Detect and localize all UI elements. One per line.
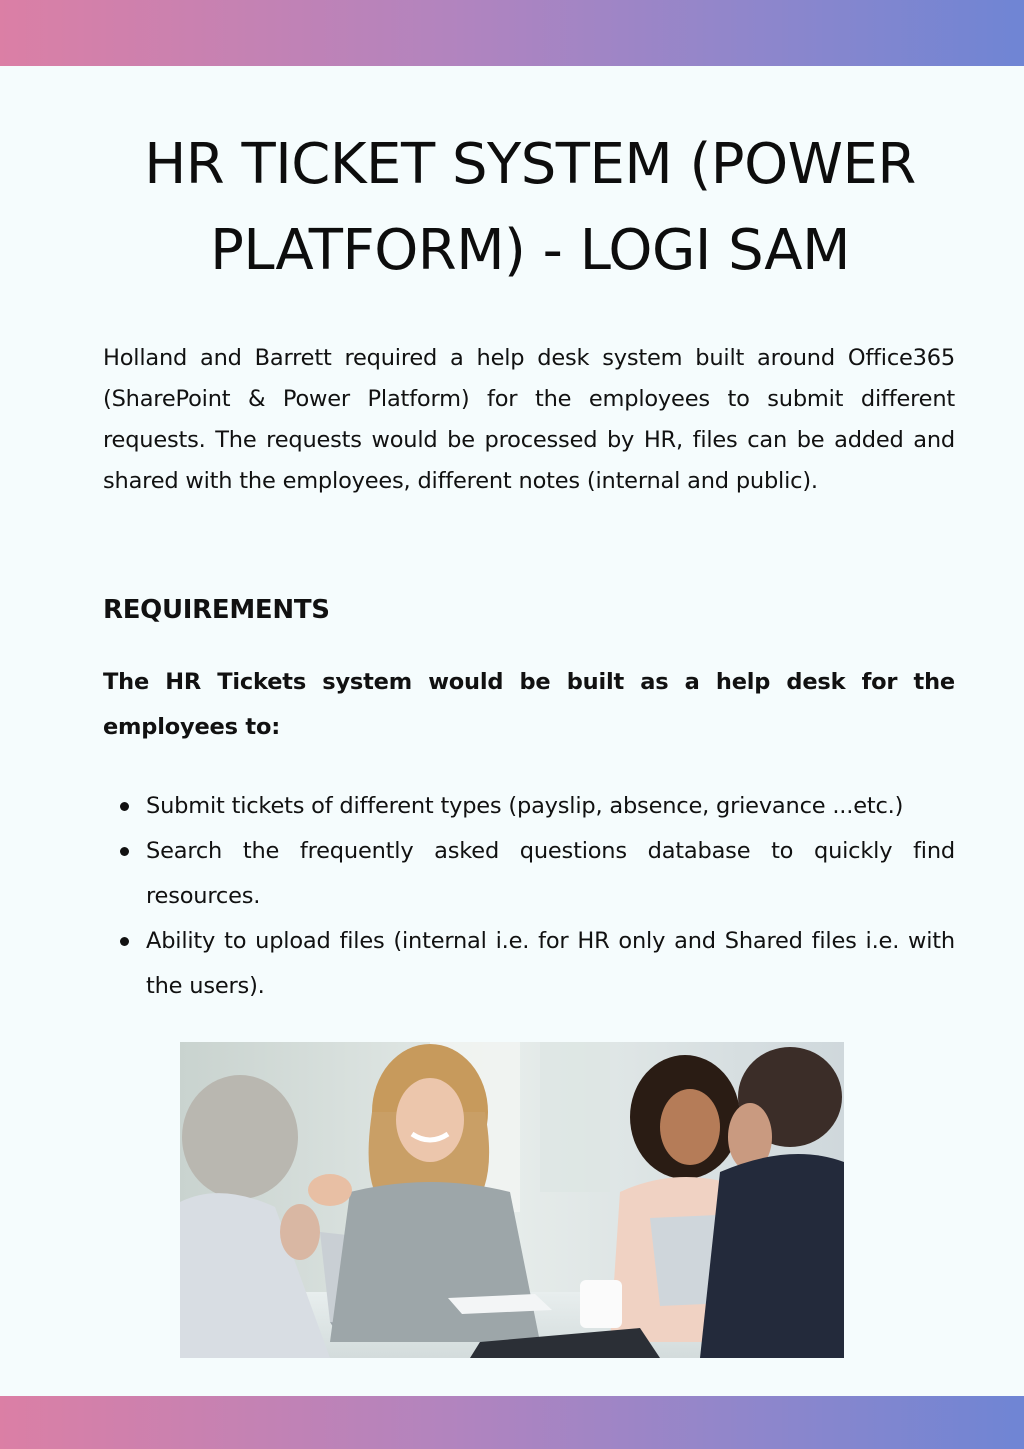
top-gradient-band xyxy=(0,0,1024,66)
bottom-gradient-band xyxy=(0,1396,1024,1449)
requirements-lead: The HR Tickets system would be built as a help desk for the employees to: xyxy=(103,669,955,740)
page-title: HR TICKET SYSTEM (POWER PLATFORM) - LOGI SAM xyxy=(144,132,916,283)
office-meeting-photo xyxy=(180,1042,844,1358)
intro-paragraph: Holland and Barrett required a help desk system built around Office365 (SharePoint & Power Platform) for the employees to submit different requests. The requests would be processed by HR, files can be added and shared with the employees, different notes (internal and public). xyxy=(103,345,955,494)
list-item xyxy=(103,919,955,1009)
list-item-text: Search the frequently asked questions database to quickly find resources. xyxy=(146,838,955,909)
list-item xyxy=(103,829,955,919)
list-item-text: Submit tickets of different types (payslip, absence, grievance ...etc.) xyxy=(146,793,904,819)
list-item-text: Ability to upload files (internal i.e. for HR only and Shared files i.e. with the users). xyxy=(146,928,955,999)
list-item xyxy=(103,784,955,829)
requirements-list xyxy=(103,784,955,1009)
bullet-icon xyxy=(120,937,129,946)
bullet-icon xyxy=(120,847,129,856)
bullet-icon xyxy=(120,802,129,811)
requirements-heading: REQUIREMENTS xyxy=(103,595,330,625)
